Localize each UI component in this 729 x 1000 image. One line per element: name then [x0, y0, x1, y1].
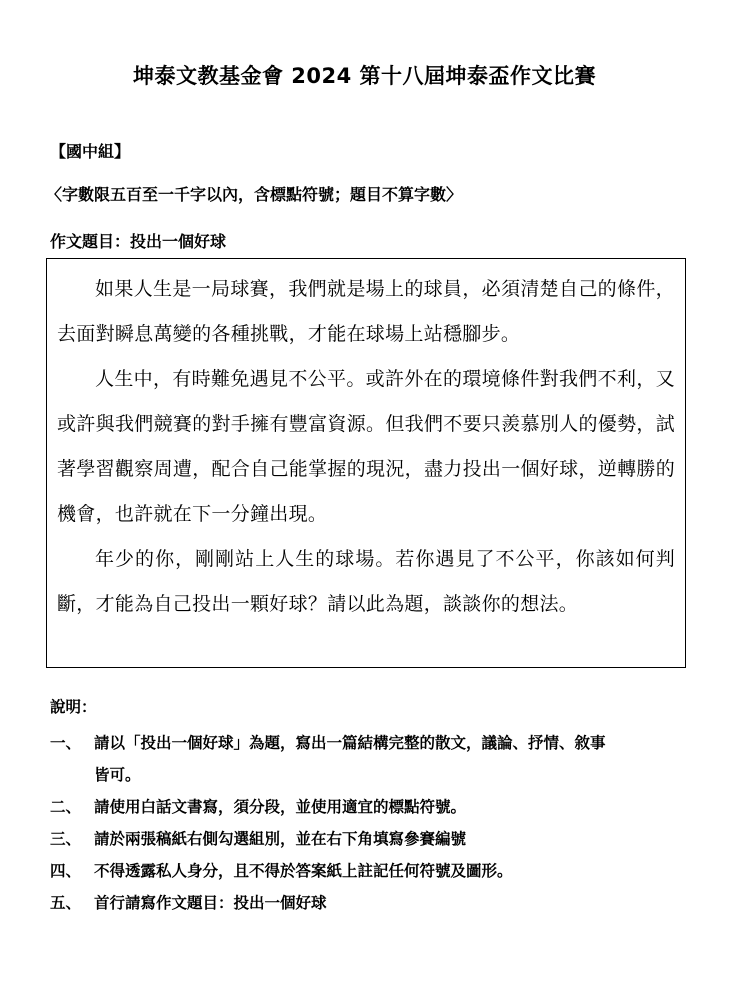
instruction-text: 不得透露私人身分，且不得於答案紙上註記任何符號及圖形。 — [94, 862, 513, 880]
instruction-number: 三、 — [50, 830, 82, 848]
instruction-item — [50, 727, 670, 791]
essay-topic: 作文題目：投出一個好球 — [50, 232, 227, 251]
instruction-item — [50, 823, 670, 855]
instruction-text: 請於兩張稿紙右側勾選組別，並在右下角填寫參賽編號 — [94, 830, 467, 848]
prompt-box — [46, 258, 686, 668]
instruction-text: 首行請寫作文題目：投出一個好球 — [94, 894, 327, 912]
document-title: 坤泰文教基金會 2024 第十八屆坤泰盃作文比賽 — [132, 64, 597, 88]
instruction-text: 請以「投出一個好球」為題，寫出一篇結構完整的散文，議論、抒情、敘事皆可。 — [94, 734, 606, 784]
group-label: 【國中組】 — [50, 142, 131, 161]
instruction-number: 二、 — [50, 798, 82, 816]
prompt-paragraph: 如果人生是一局球賽，我們就是場上的球員，必須清楚自己的條件，去面對瞬息萬變的各種挑戰，才能在球場上站穩腳步。 — [57, 278, 675, 345]
instruction-number: 四、 — [50, 862, 82, 880]
instruction-item — [50, 855, 670, 887]
instruction-number: 五、 — [50, 894, 82, 912]
prompt-paragraph: 年少的你，剛剛站上人生的球場。若你遇見了不公平，你該如何判斷，才能為自己投出一顆好球？請以此為題，談談你的想法。 — [57, 548, 675, 615]
instructions-heading: 說明： — [50, 698, 97, 716]
instructions — [50, 695, 670, 919]
instruction-text: 請使用白話文書寫，須分段，並使用適宜的標點符號。 — [94, 798, 467, 816]
instruction-item — [50, 791, 670, 823]
instruction-item — [50, 887, 670, 919]
word-limit-note: 〈字數限五百至一千字以內，含標點符號；題目不算字數〉 — [46, 185, 463, 204]
prompt-paragraph: 人生中，有時難免遇見不公平。或許外在的環境條件對我們不利，又或許與我們競賽的對手擁有豐富資源。但我們不要只羨慕別人的優勢，試著學習觀察周遭，配合自己能掌握的現況，盡力投出一個好球，逆轉勝的機會，也許就在下一分鐘出現。 — [57, 368, 675, 525]
instruction-number: 一、 — [50, 734, 82, 752]
